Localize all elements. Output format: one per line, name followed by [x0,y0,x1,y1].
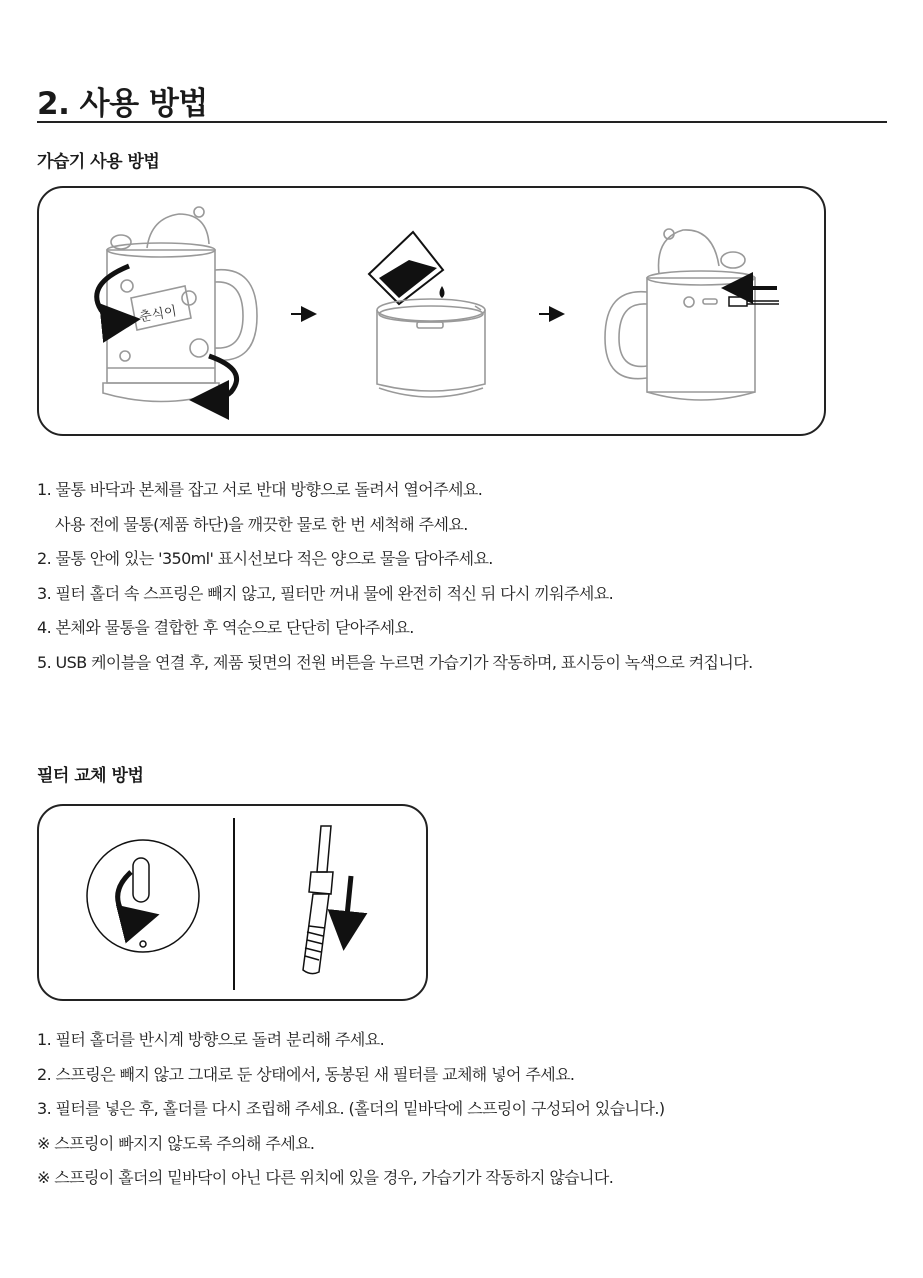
filter-steps-list [37,1023,664,1196]
usb-plug-icon [729,288,779,306]
down-arrow-icon [345,876,351,936]
filter-step-1: 1. 필터 홀더를 반시계 방향으로 돌려 분리해 주세요. [37,1030,385,1049]
usage-step-4: 4. 본체와 물통을 결합한 후 역순으로 단단히 닫아주세요. [37,618,414,637]
filter-stick-drawing [303,826,333,974]
water-drop-icon [440,286,445,298]
usage-section-title: 가습기 사용 방법 [37,152,160,172]
usage-step-2: 2. 물통 안에 있는 '350ml' 표시선보다 적은 양으로 물을 담아주세요. [37,549,493,568]
water-container-drawing [369,232,485,397]
title-divider [37,121,887,123]
page-title: 2. 사용 방법 [37,86,208,122]
usage-step-3: 3. 필터 홀더 속 스프링은 빼지 않고, 필터만 꺼내 물에 완전히 적신 뒤 다시 끼워주세요. [37,583,614,603]
filter-holder-drawing [87,840,199,952]
humidifier-assembled-drawing [605,229,755,400]
filter-section-title: 필터 교체 방법 [37,766,144,786]
usage-steps-list [37,473,753,680]
sticker-text: 춘식이 [138,304,178,326]
filter-note-1: ※ 스프링이 빠지지 않도록 주의해 주세요. [37,1133,315,1153]
usage-illustration-panel [37,186,826,436]
usage-step-1-note: 사용 전에 물통(제품 하단)을 깨끗한 물로 한 번 세척해 주세요. [55,514,468,534]
counterclockwise-arrow-icon [118,872,145,919]
usage-step-5: 5. USB 케이블을 연결 후, 제품 뒷면의 전원 버튼을 누르면 가습기가 작동하며, 표시등이 녹색으로 켜집니다. [37,652,753,672]
filter-illustration [39,806,430,1003]
usage-step-1: 1. 물통 바닥과 본체를 잡고 서로 반대 방향으로 돌려서 열어주세요. [37,480,483,499]
usage-illustration [39,188,828,438]
filter-step-3: 3. 필터를 넣은 후, 홀더를 다시 조립해 주세요. (홀더의 밑바닥에 스프링이 구성되어 있습니다.) [37,1099,665,1118]
filter-step-2: 2. 스프링은 빼지 않고 그대로 둔 상태에서, 동봉된 새 필터를 교체해 넣어 주세요. [37,1064,575,1084]
filter-note-2: ※ 스프링이 홀더의 밑바닥이 아닌 다른 위치에 있을 경우, 가습기가 작동하지 않습니다. [37,1168,614,1187]
filter-illustration-panel [37,804,428,1001]
